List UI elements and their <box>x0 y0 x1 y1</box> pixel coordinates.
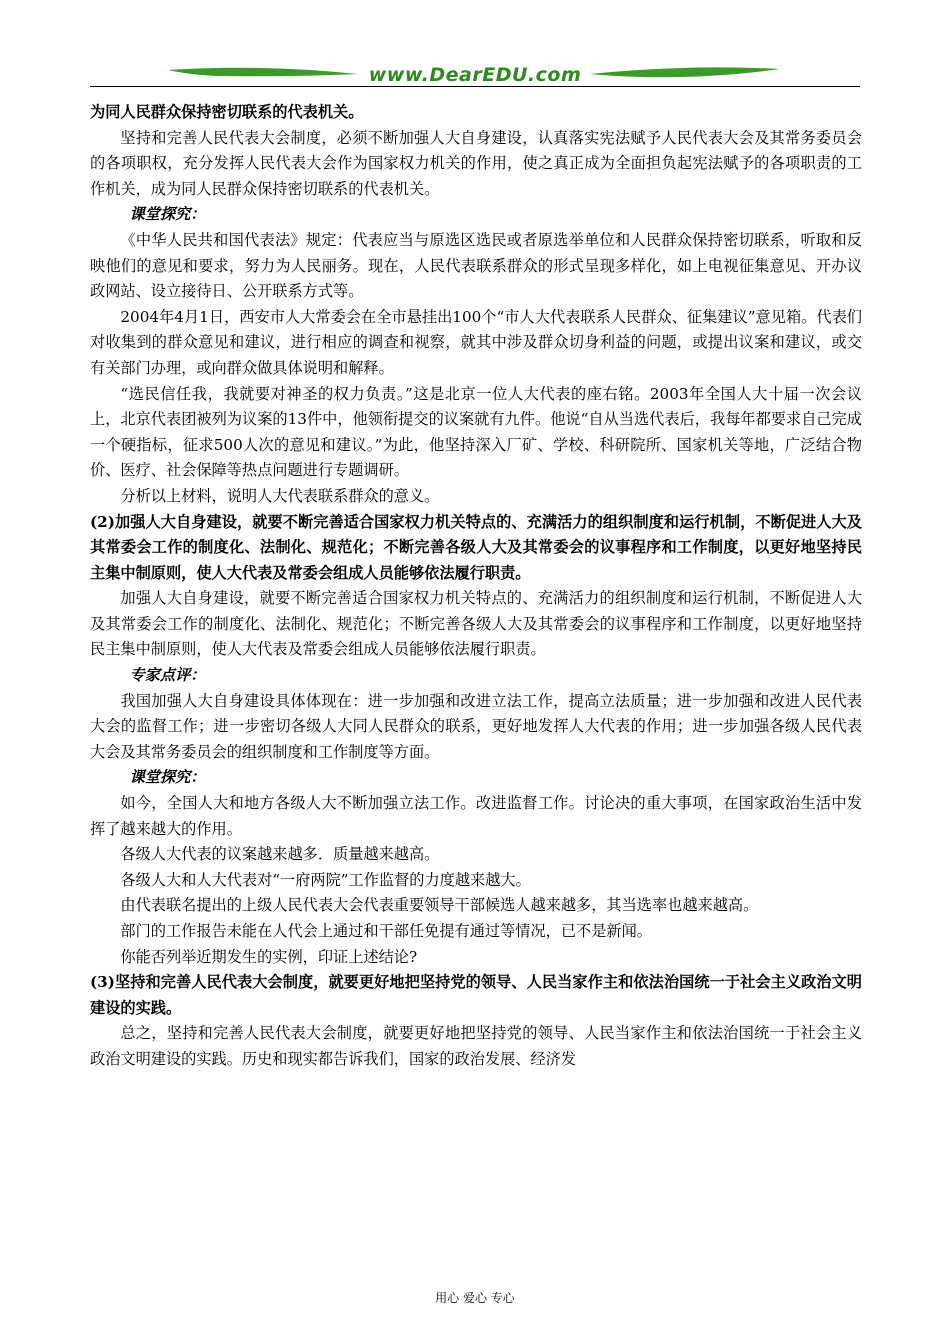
site-logo: www.DearEDU.com <box>368 64 582 86</box>
section-heading: 课堂探究： <box>129 205 206 224</box>
bold-paragraph: 为同人民群众保持密切联系的代表机关。 <box>90 103 364 121</box>
document-body <box>90 100 862 1073</box>
header-rule <box>90 86 860 87</box>
paragraph: 你能否列举近期发生的实例，印证上述结论? <box>120 947 418 966</box>
paragraph: 各级人大和人大代表对“一府两院”工作监督的力度越来越大。 <box>120 870 531 889</box>
paragraph: 加强人大自身建设，就要不断完善适合国家权力机关特点的、充满活力的组织制度和运行机制，不断促进人大及其常委会工作的制度化、法制化、规范化；不断完善各级人大及其常委会的议事程序和工作制度，以更好地坚持民主集中制原则，使人大代表及常委会组成人员能够依法履行职责。 <box>90 589 862 659</box>
paragraph: 由代表联名提出的上级人民代表大会代表重要领导干部候选人越来越多，其当选率也越来越高。 <box>120 896 759 915</box>
page-header <box>90 58 860 92</box>
paragraph: “选民信任我，我就要对神圣的权力负责。”这是北京一位人大代表的座右铭。2003年全国人大十届一次会议上，北京代表团被列为议案的13件中，他领衔提交的议案就有九件。他说“自从当选代表后，我每年都要求自己完成一个硬指标，征求500人次的意见和建议。”为此，他坚持深入厂矿、学校、科研院所、国家机关等地，广泛结合物价、医疗、社会保障等热点问题进行专题调研。 <box>90 384 862 480</box>
paragraph: 各级人大代表的议案越来越多．质量越来越高。 <box>120 845 440 864</box>
paragraph: 总之，坚持和完善人民代表大会制度，就要更好地把坚持党的领导、人民当家作主和依法治国统一于社会主义政治文明建设的实践。历史和现实都告诉我们，国家的政治发展、经济发 <box>90 1024 862 1068</box>
paragraph: 《中华人民共和国代表法》规定：代表应当与原选区选民或者原选举单位和人民群众保持密切联系，听取和反映他们的意见和要求，努力为人民丽务。现在，人民代表联系群众的形式呈现多样化，如上电视征集意见、开办议政网站、设立接待日、公开联系方式等。 <box>90 230 862 301</box>
paragraph: 我国加强人大自身建设具体体现在：进一步加强和改进立法工作，提高立法质量；进一步加强和改进人民代表大会的监督工作；进一步密切各级人大同人民群众的联系，更好地发挥人大代表的作用；进一步加强各级人民代表大会及其常务委员会的组织制度和工作制度等方面。 <box>90 691 862 761</box>
paragraph: 2004年4月1日，西安市人大常委会在全市悬挂出100个“市人大代表联系人民群众、征集建议”意见箱。代表们对收集到的群众意见和建议，进行相应的调查和视察，就其中涉及群众切身利益的问题，或提出议案和建议，或交有关部门办理，或向群众做具体说明和解释。 <box>90 307 862 377</box>
bold-paragraph: (2)加强人大自身建设，就要不断完善适合国家权力机关特点的、充满活力的组织制度和运行机制，不断促进人大及其常委会工作的制度化、法制化、规范化；不断完善各级人大及其常委会的议事程序和工作制度，以更好地坚持民主集中制原则，使人大代表及常委会组成人员能够依法履行职责。 <box>90 512 862 582</box>
section-heading: 课堂探究： <box>129 768 206 787</box>
bold-paragraph: (3)坚持和完善人民代表大会制度，就要更好地把坚持党的领导、人民当家作主和依法治国统一于社会主义政治文明建设的实践。 <box>90 973 862 1017</box>
paragraph: 如今，全国人大和地方各级人大不断加强立法工作。改进监督工作。讨论决的重大事项，在国家政治生活中发挥了越来越大的作用。 <box>90 794 862 838</box>
section-heading: 专家点评： <box>129 666 206 685</box>
paragraph: 分析以上材料，说明人大代表联系群众的意义。 <box>120 486 440 505</box>
paragraph: 部门的工作报告未能在人代会上通过和干部任免提有通过等情况，已不是新闻。 <box>120 922 652 940</box>
page-footer: 用心 爱心 专心 <box>435 1291 515 1305</box>
paragraph: 坚持和完善人民代表大会制度，必须不断加强人大自身建设，认真落实宪法赋予人民代表大会及其常务委员会的各项职权，充分发挥人民代表大会作为国家权力机关的作用，使之真正成为全面担负起宪法赋予的各项职责的工作机关，成为同人民群众保持密切联系的代表机关。 <box>90 128 862 198</box>
